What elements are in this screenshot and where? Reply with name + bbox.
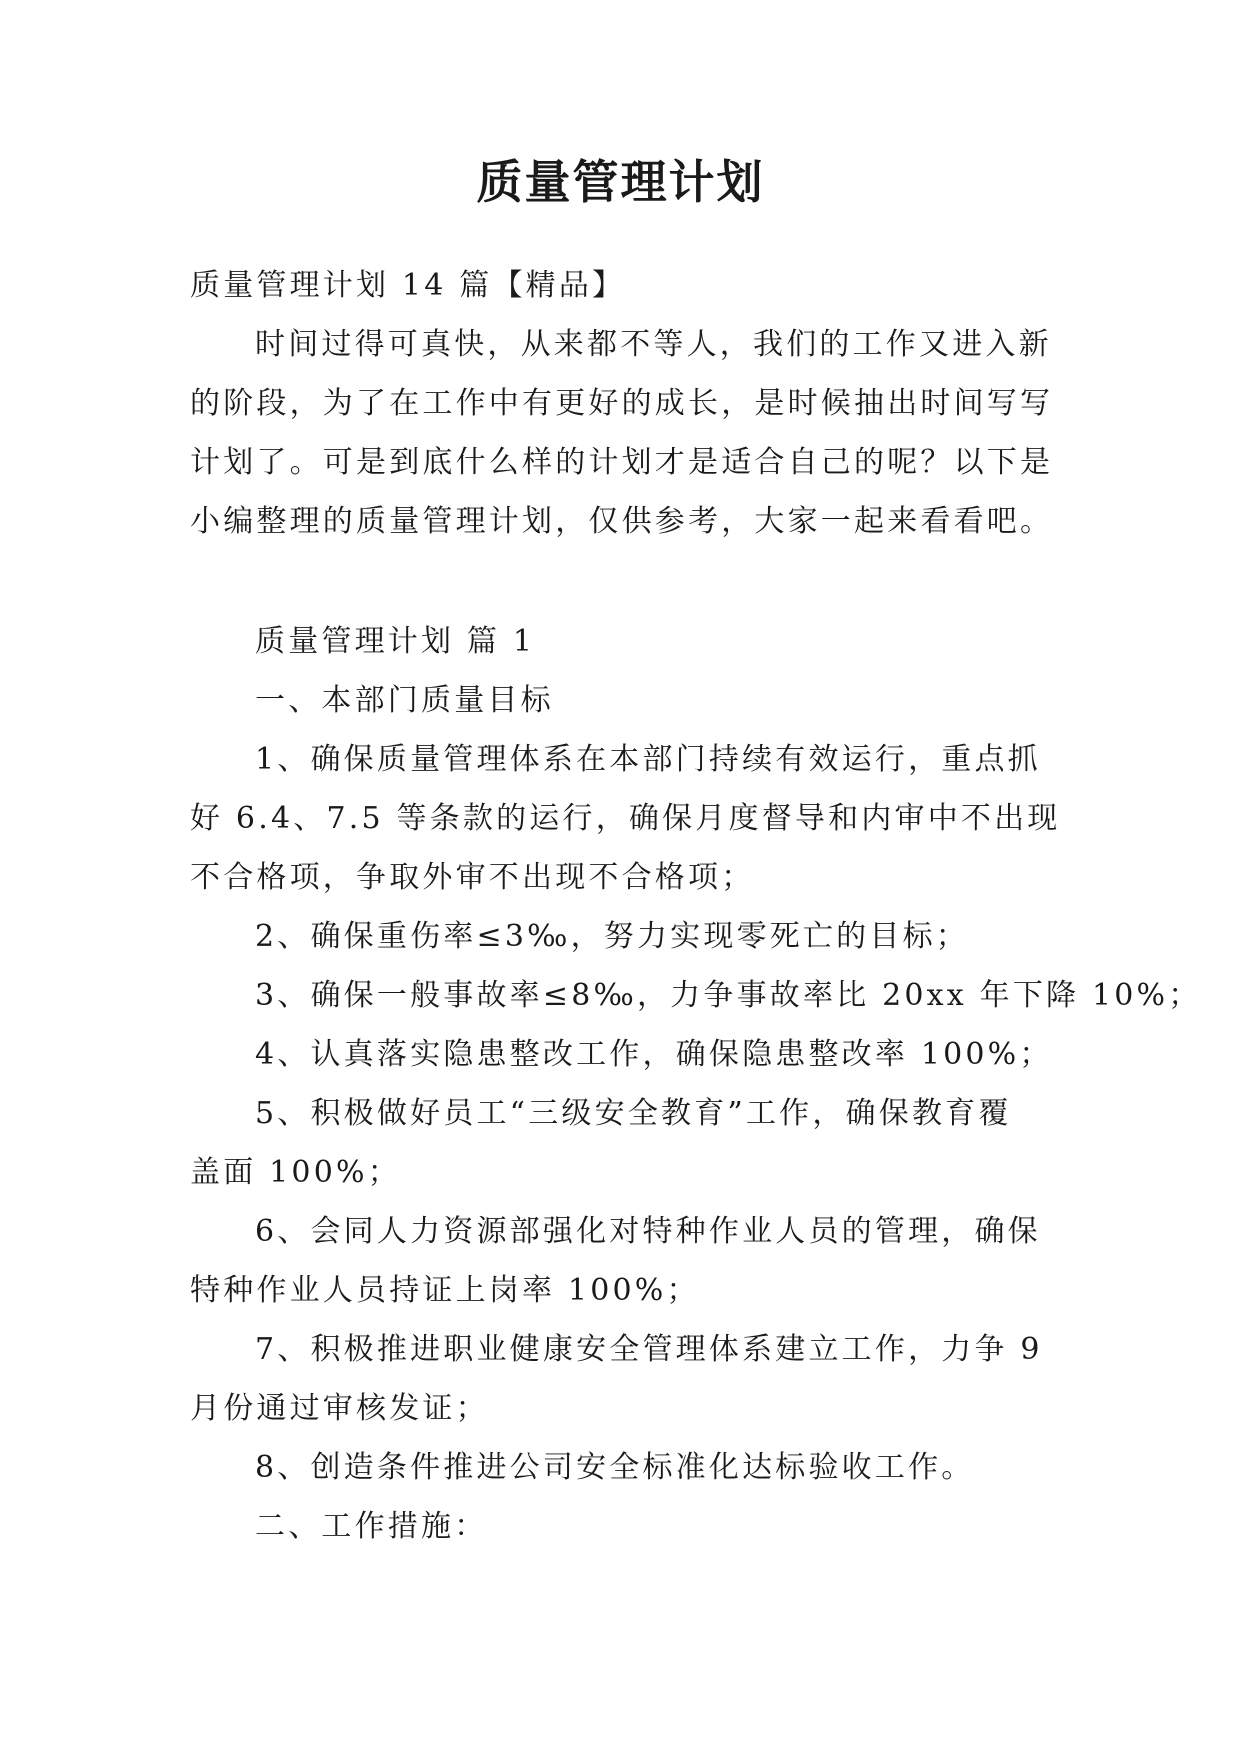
paragraph-line: 不合格项，争取外审不出现不合格项； — [190, 860, 755, 895]
paragraph-line: 2、确保重伤率≤3‰，努力实现零死亡的目标； — [255, 919, 969, 954]
intro-line-2: 的阶段，为了在工作中有更好的成长，是时候抽出时间写写 — [190, 386, 1054, 421]
paragraph-line: 盖面 100%； — [190, 1155, 401, 1190]
paragraph-line: 特种作业人员持证上岗率 100%； — [190, 1273, 700, 1308]
heading-work-measures: 二、工作措施： — [255, 1509, 488, 1544]
paragraph-line: 好 6.4、7.5 等条款的运行，确保月度督导和内审中不出现 — [190, 801, 1061, 836]
subtitle-line: 质量管理计划 14 篇【精品】 — [190, 268, 626, 303]
paragraph-line: 8、创造条件推进公司安全标准化达标验收工作。 — [255, 1450, 975, 1485]
paragraph-line: 6、会同人力资源部强化对特种作业人员的管理，确保 — [255, 1214, 1041, 1249]
intro-line-4: 小编整理的质量管理计划，仅供参考，大家一起来看看吧。 — [190, 504, 1054, 539]
paragraph-line: 5、积极做好员工“三级安全教育”工作，确保教育覆 — [255, 1096, 1012, 1131]
paragraph-line: 7、积极推进职业健康安全管理体系建立工作，力争 9 — [255, 1332, 1043, 1367]
paragraph-line: 4、认真落实隐患整改工作，确保隐患整改率 100%； — [255, 1037, 1053, 1072]
intro-line-3: 计划了。可是到底什么样的计划才是适合自己的呢？以下是 — [190, 445, 1054, 480]
heading-quality-goals: 一、本部门质量目标 — [255, 683, 554, 718]
paragraph-line: 1、确保质量管理体系在本部门持续有效运行，重点抓 — [255, 742, 1041, 777]
paragraph-line: 月份通过审核发证； — [190, 1391, 489, 1426]
intro-line-1: 时间过得可真快，从来都不等人，我们的工作又进入新 — [255, 327, 1052, 362]
document-title: 质量管理计划 — [476, 155, 765, 209]
paragraph-line: 3、确保一般事故率≤8‰，力争事故率比 20xx 年下降 10%； — [255, 978, 1202, 1013]
section-heading: 质量管理计划 篇 1 — [255, 624, 536, 659]
